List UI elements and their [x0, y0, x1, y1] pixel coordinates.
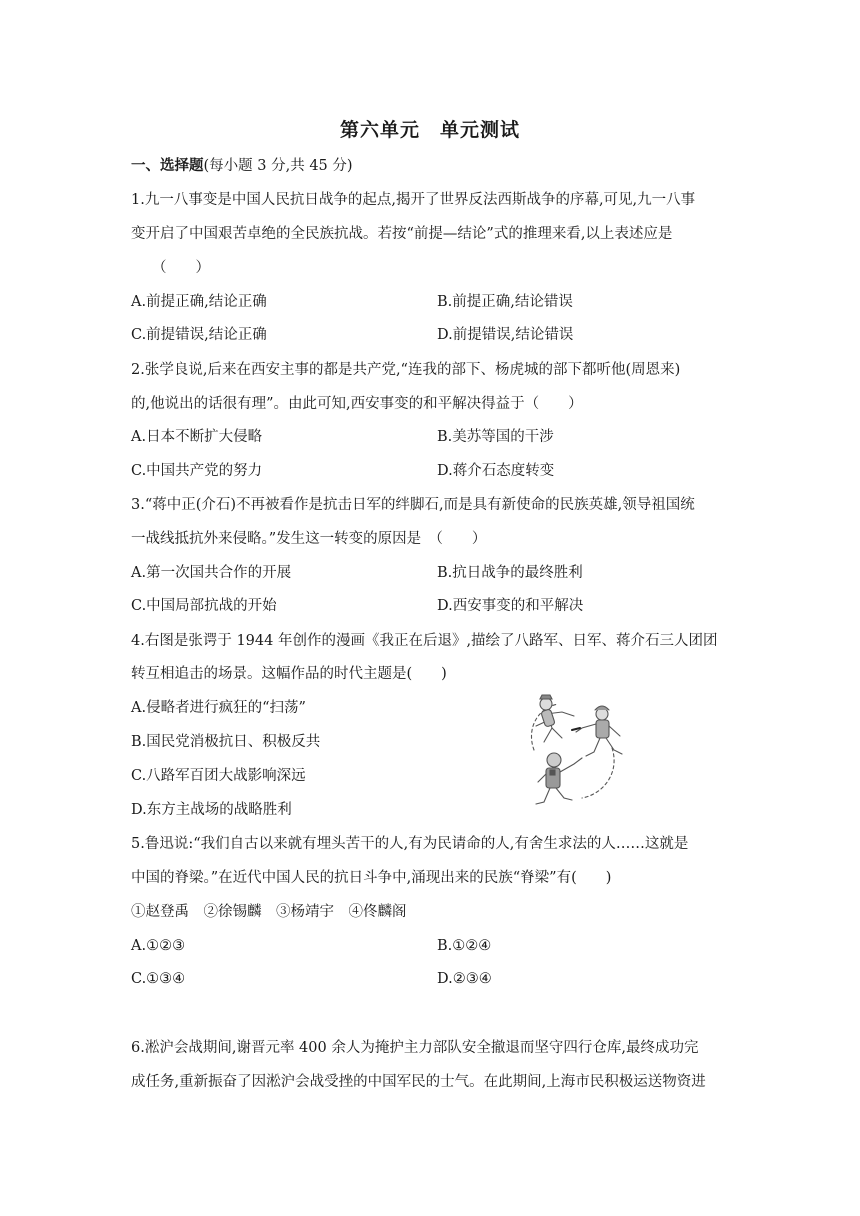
question-1-option-d: D.前提错误,结论错误 [437, 327, 574, 343]
question-5-option-b: B.①②④ [437, 938, 492, 954]
question-1-option-b: B.前提正确,结论错误 [437, 294, 573, 310]
question-1-line-1: 1.九一八事变是中国人民抗日战争的起点,揭开了世界反法西斯战争的序幕,可见,九一八事 [131, 192, 696, 208]
section-heading [131, 156, 353, 176]
question-2-option-a: A.日本不断扩大侵略 [131, 429, 263, 445]
question-5-option-c: C.①③④ [131, 971, 186, 987]
cartoon-illustration [516, 690, 631, 808]
question-3-option-a: A.第一次国共合作的开展 [131, 565, 292, 581]
question-1-option-c: C.前提错误,结论正确 [131, 327, 267, 343]
question-4-line-1: 4.右图是张谔于 1944 年创作的漫画《我正在后退》,描绘了八路军、日军、蒋介石三人团团 [131, 633, 718, 649]
question-5-line-2: 中国的脊梁。”在近代中国人民的抗日斗争中,涌现出来的民族“脊梁”有( ) [131, 870, 612, 886]
question-5-line-1: 5.鲁迅说:“我们自古以来就有埋头苦干的人,有为民请命的人,有舍生求法的人……这就是 [131, 836, 689, 852]
question-4-option-b: B.国民党消极抗日、积极反共 [131, 734, 321, 750]
question-6-line-2: 成任务,重新振奋了因淞沪会战受挫的中国军民的士气。在此期间,上海市民积极运送物资进 [131, 1074, 706, 1090]
question-1-option-a: A.前提正确,结论正确 [131, 294, 267, 310]
question-3-option-b: B.抗日战争的最终胜利 [437, 565, 583, 581]
question-1-answer-bracket: （ ） [152, 260, 210, 276]
question-2-option-b: B.美苏等国的干涉 [437, 429, 554, 445]
question-3-line-2: 一战线抵抗外来侵略。”发生这一转变的原因是 （ ） [131, 531, 487, 547]
question-3-option-d: D.西安事变的和平解决 [437, 598, 584, 614]
question-4-option-a: A.侵略者进行疯狂的“扫荡” [131, 700, 306, 716]
question-1-line-2: 变开启了中国艰苦卓绝的全民族抗战。若按“前提—结论”式的推理来看,以上表述应是 [131, 226, 673, 242]
question-3-line-1: 3.“蒋中正(介石)不再被看作是抗击日军的绊脚石,而是具有新使命的民族英雄,领导祖国统 [131, 497, 695, 513]
question-3-option-c: C.中国局部抗战的开始 [131, 598, 277, 614]
question-2-option-c: C.中国共产党的努力 [131, 463, 263, 479]
question-2-line-2: 的,他说出的话很有理”。由此可知,西安事变的和平解决得益于（ ） [131, 396, 583, 412]
section-note: (每小题 3 分,共 45 分) [203, 158, 353, 174]
question-6-line-1: 6.淞沪会战期间,谢晋元率 400 余人为掩护主力部队安全撤退而坚守四行仓库,最终成功完 [131, 1040, 699, 1056]
section-label: 一、选择题 [131, 158, 204, 174]
question-5-items: ①赵登禹 ②徐锡麟 ③杨靖宇 ④佟麟阁 [131, 904, 407, 920]
question-4-line-2: 转互相追击的场景。这幅作品的时代主题是( ) [131, 666, 447, 682]
question-2-option-d: D.蒋介石态度转变 [437, 463, 555, 479]
question-5-option-d: D.②③④ [437, 971, 492, 987]
question-4-option-c: C.八路军百团大战影响深远 [131, 768, 306, 784]
page-title: 第六单元 单元测试 [339, 119, 520, 141]
question-2-line-1: 2.张学良说,后来在西安主事的都是共产党,“连我的部下、杨虎城的部下都听他(周恩来) [131, 362, 681, 378]
question-5-option-a: A.①②③ [131, 938, 186, 954]
question-4-option-d: D.东方主战场的战略胜利 [131, 802, 292, 818]
